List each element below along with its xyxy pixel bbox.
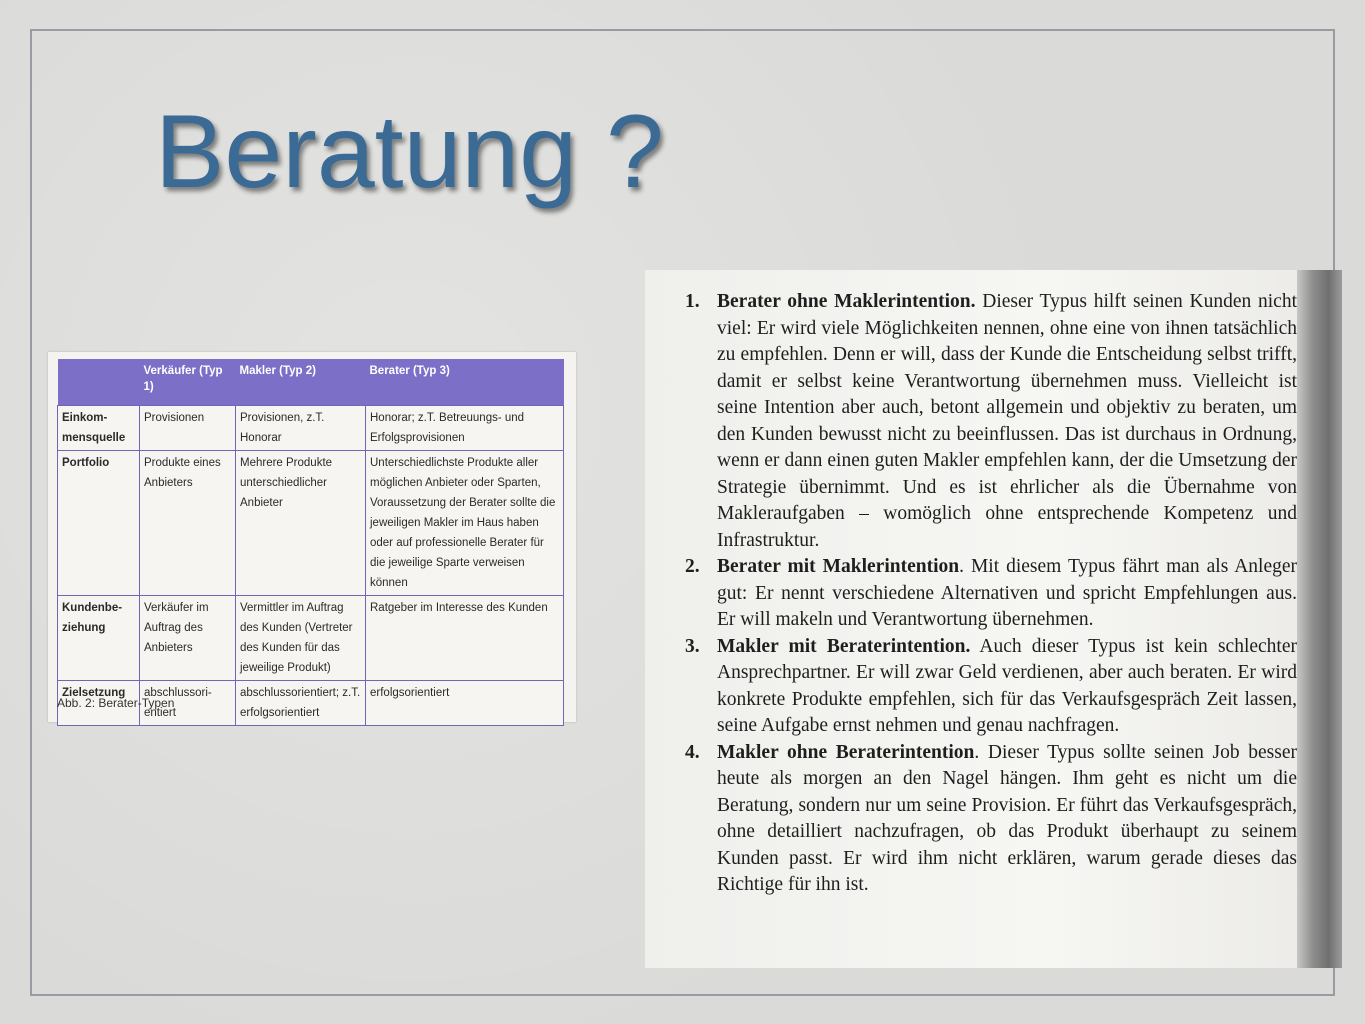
- table-cell: Vermittler im Auftrag des Kunden (Vertreter des Kunden für das jeweilige Produkt): [236, 596, 366, 681]
- table-header-row: [58, 359, 564, 406]
- table-header-verkaeufer: Verkäufer (Typ 1): [140, 359, 236, 406]
- table-header-empty: [58, 359, 140, 406]
- table-row: [58, 596, 564, 681]
- figure-caption: Abb. 2: Berater-Typen: [57, 696, 175, 710]
- item-lead: Makler ohne Beraterintention: [717, 741, 975, 763]
- list-item: [685, 634, 1297, 740]
- table-cell: Provisionen: [140, 406, 236, 451]
- table-row: [58, 406, 564, 451]
- table-cell: Provisionen, z.T. Honorar: [236, 406, 366, 451]
- item-number: 2.: [685, 556, 700, 577]
- berater-typen-table: [57, 359, 564, 726]
- table-cell: Verkäufer im Auftrag des Anbieters: [140, 596, 236, 681]
- table-cell: Unterschiedlichste Produkte aller möglichen Anbieter oder Sparten, Voraussetzung der Berater sollte die jeweiligen Makler im Haus haben oder auf professionelle Berater für die jeweilige Sparte verweisen können: [366, 451, 564, 596]
- list-item: [685, 554, 1297, 634]
- item-text: Auch dieser Typus ist kein schlechter Ansprechpartner. Er will zwar Geld verdienen, aber auch beraten. Er wird konkrete Produkte empfehlen, sich für das Verkaufsgespräch Zeit lassen, seine Aufgabe ernst nehmen und genau nachfragen.: [717, 635, 1297, 736]
- item-number: 1.: [685, 291, 700, 312]
- item-number: 4.: [685, 741, 700, 763]
- berater-typen-figure: [48, 352, 576, 722]
- table-cell: abschlussorientiert: [140, 681, 236, 726]
- berater-types-list: [685, 289, 1297, 899]
- table-cell: Produkte eines Anbieters: [140, 451, 236, 596]
- table-row: [58, 451, 564, 596]
- row-label-portfolio: Portfolio: [58, 451, 140, 596]
- item-lead: Berater mit Maklerintention: [717, 556, 960, 577]
- table-cell: Ratgeber im Interesse des Kunden: [366, 596, 564, 681]
- item-text: . Mit diesem Typus fährt man als Anleger gut: Er nennt verschiedene Alternativen und spricht Empfehlungen aus. Er will makeln und Verantwortung übernehmen.: [717, 556, 1297, 630]
- item-number: 3.: [685, 635, 700, 657]
- book-page-edge: [1297, 270, 1342, 968]
- item-lead: Makler mit Beraterintention.: [717, 635, 971, 657]
- slide-title: Beratung ?: [155, 94, 664, 210]
- table-cell: erfolgsorientiert: [366, 681, 564, 726]
- item-text: . Dieser Typus sollte seinen Job besser heute als morgen an den Nagel hängen. Ihm geht es nicht um die Beratung, sondern nur um seine Provision. Er führt das Verkaufsgespräch, ohne detailliert nachzufragen, ob das Produkt überhaupt zu seinem Kunden passt. Er wird ihm nicht erklären, warum gerade dieses das Richtige für ihn ist.: [717, 741, 1297, 895]
- table-cell: abschlussorientiert; z.T. erfolgsorientiert: [236, 681, 366, 726]
- book-page: [645, 270, 1315, 968]
- table-cell: Mehrere Produkte unterschiedlicher Anbieter: [236, 451, 366, 596]
- list-item: [685, 289, 1297, 554]
- row-label-kundenbeziehung: Kundenbeziehung: [58, 596, 140, 681]
- table-cell: Honorar; z.T. Betreuungs- und Erfolgsprovisionen: [366, 406, 564, 451]
- item-text: Dieser Typus hilft seinen Kunden nicht viel: Er wird viele Möglichkeiten nennen, ohne eine von ihnen tatsächlich zu empfehlen. Denn er will, dass der Kunde die Entscheidung selbst trifft, damit er selbst keine Verantwortung übernehmen muss. Vielleicht ist seine Intention aber auch, betont allgemein und objektiv zu beraten, um den Kunden bewusst nicht zu beeinflussen. Das ist durchaus in Ordnung, wenn er dann einen guten Makler empfehlen kann, der die Umsetzung der Strategie übernimmt. Und es ist ehrlicher als die Übernahme von Makleraufgaben – womöglich ohne entsprechende Kompetenz und Infrastruktur.: [717, 291, 1297, 551]
- table-header-berater: Berater (Typ 3): [366, 359, 564, 406]
- row-label-einkommensquelle: Einkommensquelle: [58, 406, 140, 451]
- item-lead: Berater ohne Maklerintention.: [717, 291, 976, 312]
- list-item: [685, 740, 1297, 899]
- row-label-zielsetzung: Zielsetzung: [58, 681, 140, 726]
- table-header-makler: Makler (Typ 2): [236, 359, 366, 406]
